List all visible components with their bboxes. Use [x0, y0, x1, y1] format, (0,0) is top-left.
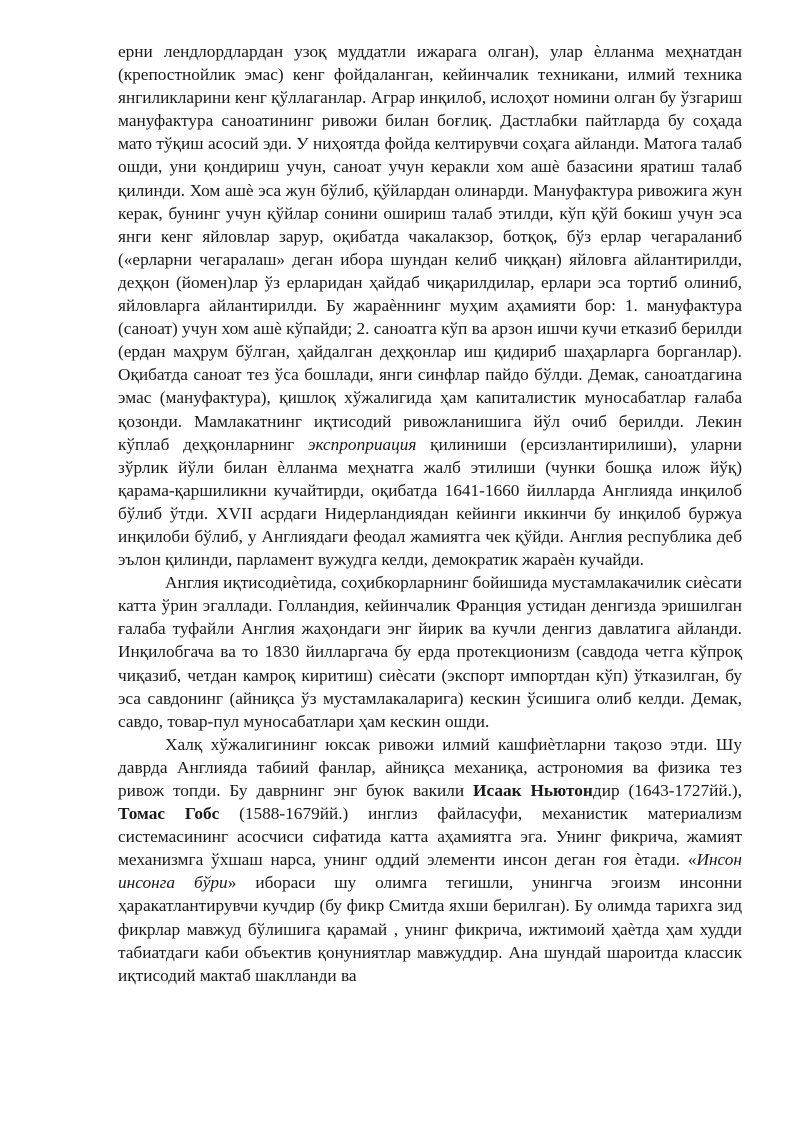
paragraph-3-text-3: (1588-1679йй.) инглиз файласуфи, механистик материализм системасининг асосчиси сифатида катта аҳамиятга эга. Унинг фикрича, жамият механизмга ўхшаш нарса, унинг оддий элементи инсон деган ғоя ѐтади. « — [118, 804, 742, 870]
paragraph-2-text: Англия иқтисодиѐтида, соҳибкорларнинг бойишида мустамлакачилик сиѐсати катта ўрин эгаллади. Голландия, кейинчалик Франция устидан денгизда эришилган ғалаба туфайли Англия жаҳондаги энг йирик ва кучли денгиз давлатига айланди. Инқилобгача ва то 1830 йилларгача бу ерда протекционизм (савдода четга кўпроқ чиқазиб, четдан камроқ киритиш) сиѐсати (экспорт импортдан кўп) ўтказилган, бу эса савдонинг (айниқса ўз мустамлакаларига) кескин ўсишига олиб келди. Демак, савдо, товар-пул муносабатлари ҳам кескин ошди. — [118, 573, 742, 731]
paragraph-3-text-4: » ибораси шу олимга тегишли, унингча эгоизм инсонни ҳаракатлантирувчи кучдир (бу фикр Смитда яхши берилган). Бу олимда тарихга зид фикрлар мавжуд бўлишига қарамай , унинг фикрича, ижтимоий ҳаѐтда ҳам худди табиатдаги каби объектив қонуниятлар мавжуддир. Ана шундай шароитда классик иқтисодий мактаб шаклланди ва — [118, 873, 742, 985]
paragraph-3-bold-name-hobbes: Томас Гобс — [118, 804, 220, 824]
paragraph-1-text-continued: қилиниши (ерсизлантирилиши), уларни зўрлик йўли билан ѐлланма меҳнатга жалб этилиши (чунки бошқа илож йўқ) қарама-қаршиликни кучайтирди, оқибатда 1641-1660 йилларда Англияда инқилоб бўлиб ўтди. XVII асрдаги Нидерландиядан кейинги иккинчи бу инқилоб буржуа инқилоби бўлиб, у Англиядаги феодал жамиятга чек қўйди. Англия республика деб эълон қилинди, парламент вужудга келди, демократик жараѐн кучайди. — [118, 434, 742, 570]
paragraph-3-text-2: дир (1643-1727йй.), — [592, 781, 742, 800]
paragraph-3 — [118, 733, 742, 987]
paragraph-1-italic-term: экспроприация — [307, 434, 417, 454]
paragraph-3-text: Халқ хўжалигининг юксак ривожи илмий кашфиѐтларни тақозо этди. Шу даврда Англияда табиий фанлар, айниқса механиқа, астрономия ва физика тез ривож топди. Бу даврнинг энг буюк вакили — [118, 734, 742, 800]
paragraph-1 — [118, 40, 742, 571]
paragraph-3-italic-quote: Инсон инсонга бўри — [118, 850, 742, 893]
document-page — [118, 40, 742, 987]
paragraph-1-text: ерни лендлордлардан узоқ муддатли ижарага олган), улар ѐлланма меҳнатдан (крепостнойлик эмас) кенг фойдаланган, кейинчалик техникани, илмий техника янгиликларини кенг қўллаганлар. Аграр инқилоб, ислоҳот номини олган бу ўзгариш мануфактура саноатининг ривожи билан боғлиқ. Дастлабки пайтларда бу соҳада мато тўқиш асосий эди. У ниҳоятда фойда келтирувчи соҳага айланди. Матога талаб ошди, уни қондириш учун, саноат учун керакли хом ашѐ базасини яратиш талаб қилинди. Хом ашѐ эса жун бўлиб, қўйлардан олинарди. Мануфактура ривожига жун керак, бунинг учун қўйлар сонини ошириш талаб этилди, кўп қўй бокиш учун эса янги кенг яйловлар зарур, оқибатда чакалакзор, ботқоқ, бўз ерлар чегараланиб («ерларни чегаралаш» деган ибора шундан келиб чиққан) яйловга айлантирилди, деҳқон (йомен)лар ўз ерларидан ҳайдаб чиқарилдилар, ерлари эса тортиб олиниб, яйловларга айлантирилди. Бу жараѐннинг муҳим аҳамияти бор: 1. мануфактура (саноат) учун хом ашѐ кўпайди; 2. саноатга кўп ва арзон ишчи кучи етказиб берилди (ердан маҳрум бўлган, ҳайдалган деҳқонлар иш қидириб шаҳарларга борганлар). Оқибатда саноат тез ўса бошлади, янги синфлар пайдо бўлди. Демак, саноатдагина эмас (мануфактура), қишлоқ хўжалигида ҳам капиталистик муносабатлар ғалаба қозонди. Мамлакатнинг иқтисодий ривожланишига йўл очиб берилди. Лекин кўплаб деҳқонларнинг — [118, 42, 742, 454]
paragraph-3-bold-name-newton: Исаак Ньютон — [473, 781, 593, 800]
paragraph-2 — [118, 571, 742, 733]
